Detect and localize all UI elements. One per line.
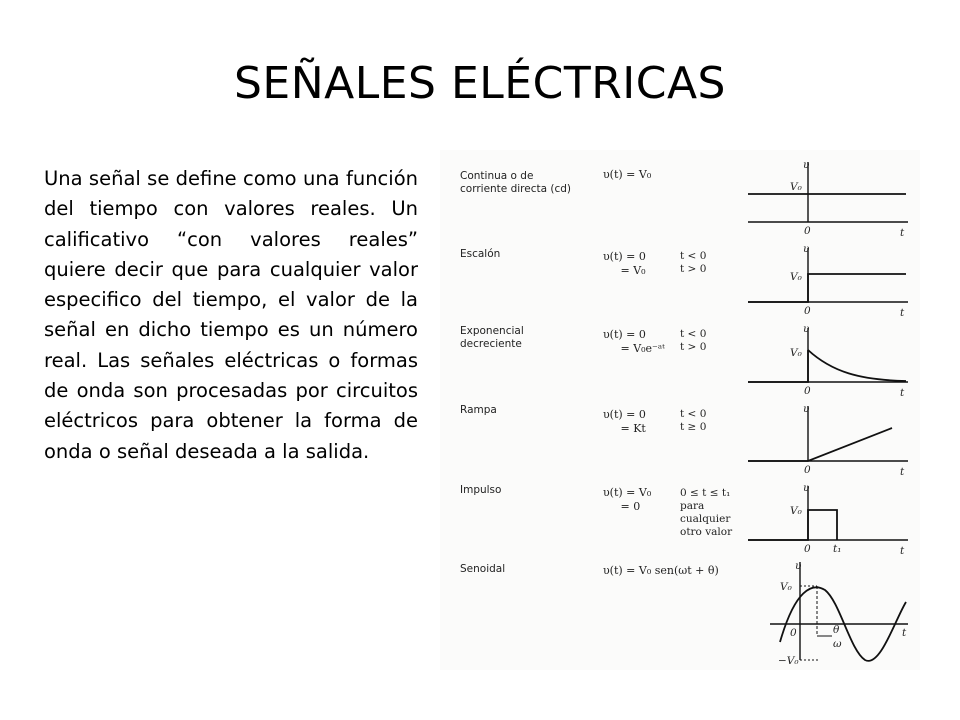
ramp-zero-label: 0 bbox=[804, 464, 811, 476]
row-eq-pulse: υ(t) = V₀ = 0 bbox=[603, 486, 652, 513]
dc-v0-label: V₀ bbox=[790, 181, 802, 193]
pulse-t-label: t bbox=[900, 545, 905, 557]
row-cond-step: t < 0 t > 0 bbox=[680, 250, 707, 275]
row-label-dc: Continua o de corriente directa (cd) bbox=[460, 170, 572, 195]
row-cond-pulse: 0 ≤ t ≤ t₁ para cualquier otro valor bbox=[680, 487, 733, 538]
signal-types-figure bbox=[440, 150, 920, 670]
ramp-v-label: υ bbox=[803, 403, 810, 415]
row-label-step: Escalón bbox=[460, 248, 501, 260]
dc-v-label: υ bbox=[803, 159, 810, 171]
row-label-sinusoid: Senoidal bbox=[460, 563, 506, 575]
plot-dc bbox=[748, 162, 908, 222]
sin-omega-label: ω bbox=[833, 638, 842, 650]
body-paragraph: Una señal se define como una función del tiempo con valores reales. Un calificativo “con valores reales” quiere decir que para cualquier valor especifico del tiempo, el valor de la señal en dicho tiempo es un número real. Las señales eléctricas o formas de onda son procesadas por circuitos eléctricos para obtener la forma de onda o señal deseada a la salida. bbox=[44, 167, 418, 463]
row-eq-step: υ(t) = 0 = V₀ bbox=[603, 250, 646, 277]
exp-v0-label: V₀ bbox=[790, 347, 802, 359]
pulse-t1-label: t₁ bbox=[833, 543, 842, 555]
sin-v0-label: V₀ bbox=[780, 581, 792, 593]
exp-zero-label: 0 bbox=[804, 385, 811, 397]
dc-t-label: t bbox=[900, 227, 905, 239]
row-label-pulse: Impulso bbox=[460, 484, 502, 496]
step-v0-label: V₀ bbox=[790, 271, 802, 283]
step-zero-label: 0 bbox=[804, 305, 811, 317]
signal-plots bbox=[440, 150, 920, 670]
plot-pulse bbox=[748, 486, 908, 540]
plot-exponential bbox=[748, 328, 908, 382]
sin-zero-label: 0 bbox=[790, 627, 797, 639]
sin-theta-label: θ bbox=[833, 624, 840, 636]
slide-title: SEÑALES ELÉCTRICAS bbox=[234, 58, 726, 109]
row-eq-exponential: υ(t) = 0 = V₀e⁻ᵃᵗ bbox=[603, 328, 665, 355]
row-eq-sinusoid: υ(t) = V₀ sen(ωt + θ) bbox=[603, 564, 719, 577]
pulse-zero-label: 0 bbox=[804, 543, 811, 555]
ramp-signal bbox=[748, 428, 892, 461]
plot-ramp bbox=[748, 406, 908, 461]
step-signal bbox=[748, 274, 906, 302]
ramp-t-label: t bbox=[900, 466, 905, 478]
step-t-label: t bbox=[900, 307, 905, 319]
row-eq-dc: υ(t) = V₀ bbox=[603, 168, 652, 181]
sin-t-label: t bbox=[902, 627, 907, 639]
exp-signal bbox=[808, 350, 906, 381]
pulse-v0-label: V₀ bbox=[790, 505, 802, 517]
row-eq-ramp: υ(t) = 0 = Kt bbox=[603, 408, 646, 435]
plot-step bbox=[748, 248, 908, 302]
pulse-v-label: υ bbox=[803, 482, 810, 494]
row-label-ramp: Rampa bbox=[460, 404, 497, 416]
sin-v-label: υ bbox=[795, 560, 802, 572]
row-cond-exponential: t < 0 t > 0 bbox=[680, 328, 707, 353]
step-v-label: υ bbox=[803, 243, 810, 255]
row-cond-ramp: t < 0 t ≥ 0 bbox=[680, 408, 707, 433]
exp-t-label: t bbox=[900, 387, 905, 399]
dc-zero-label: 0 bbox=[804, 225, 811, 237]
exp-v-label: υ bbox=[803, 323, 810, 335]
sin-negv0-label: −V₀ bbox=[778, 655, 799, 667]
row-label-exponential: Exponencial decreciente bbox=[460, 325, 524, 350]
